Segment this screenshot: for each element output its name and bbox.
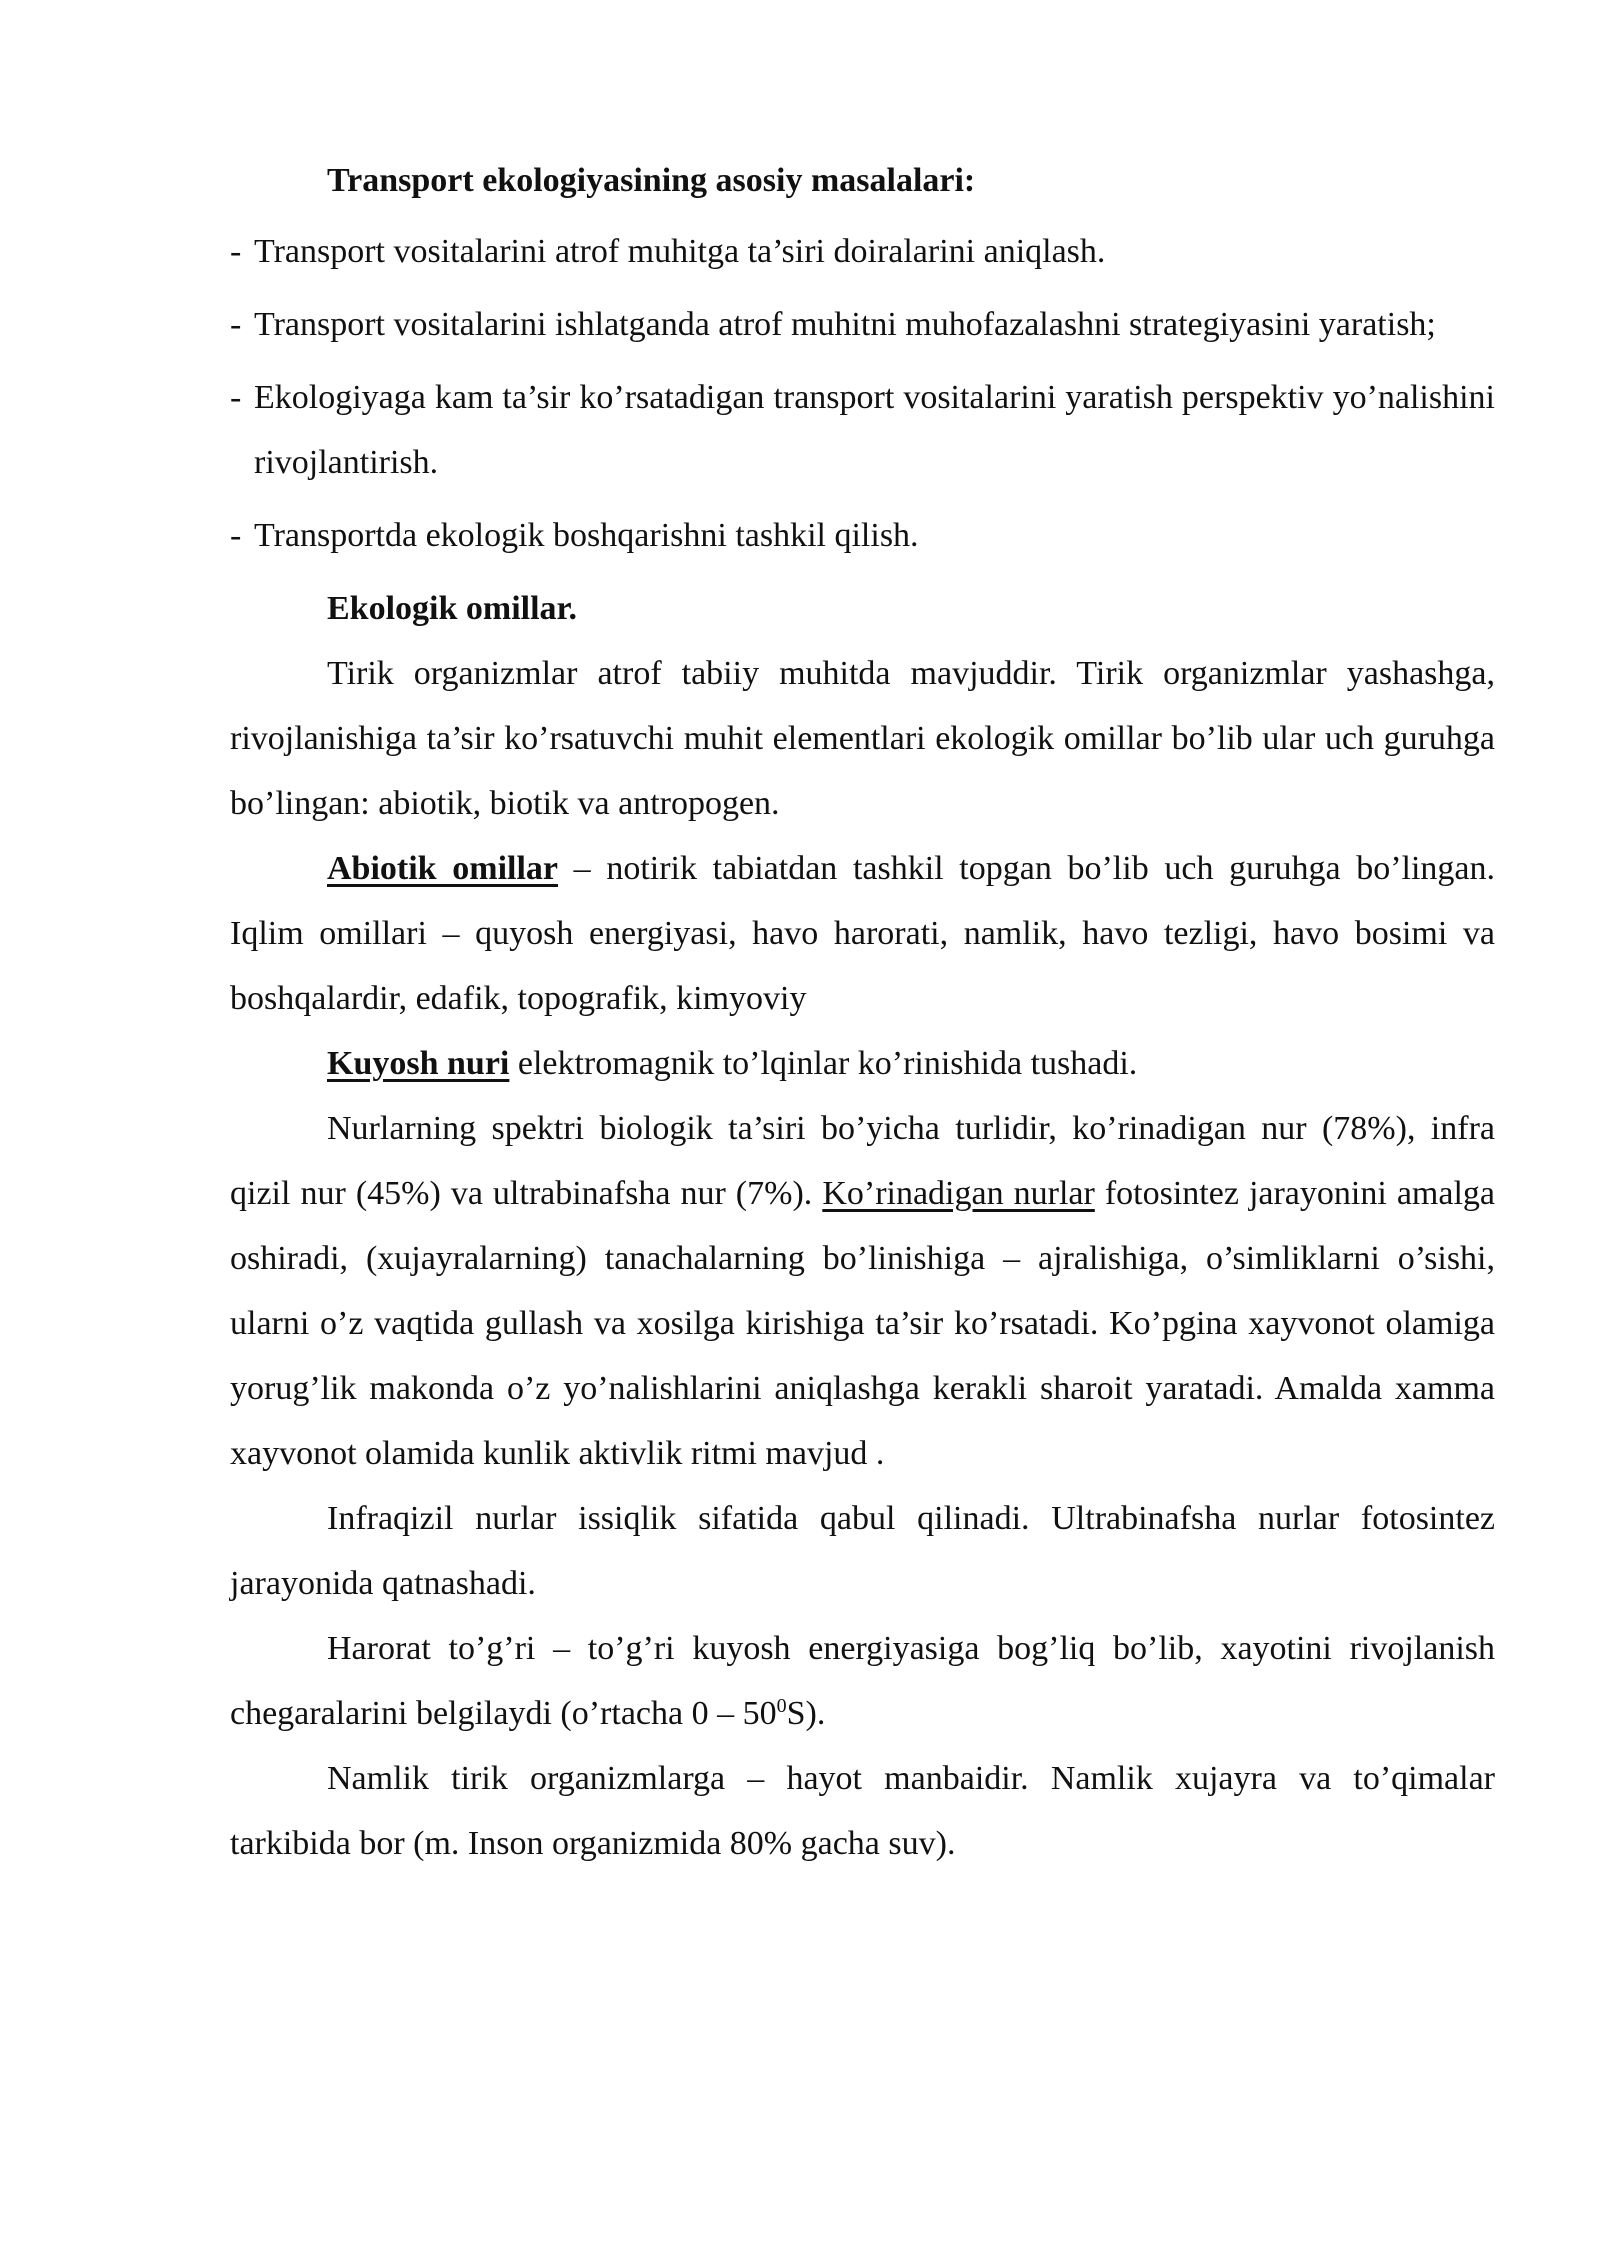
dash-bullet: - — [230, 379, 242, 416]
list-item-text: Ekologiyaga kam ta’sir ko’rsatadigan transport vositalarini yaratish perspektiv yo’nalishini rivojlantirish. — [254, 379, 1495, 481]
abiotic-text: – notirik tabiatdan tashkil topgan bo’lib uch guruhga bo’lingan. Iqlim omillari – quyosh energiyasi, havo harorati, namlik, havo tezligi, havo bosimi va boshqalardir, edafik, topografik, kimyoviy — [230, 850, 1496, 1017]
term-visible-light: Ko’rinadigan nurlar — [822, 1175, 1095, 1212]
dash-bullet: - — [230, 306, 242, 343]
document-body — [230, 148, 1495, 1876]
section-heading-tasks: Transport ekologiyasining asosiy masalalari: — [327, 162, 976, 199]
temperature-text-before: Harorat to’g’ri – to’g’ri kuyosh energiyasiga bog’liq bo’lib, xayotini rivojlanish chegaralarini belgilaydi (o’rtacha 0 – 50 — [230, 1630, 1495, 1732]
list-item — [230, 292, 1495, 357]
temperature-text-after: S). — [786, 1695, 826, 1732]
section-heading-factors: Ekologik omillar. — [327, 590, 578, 627]
paragraph-spectrum — [230, 1096, 1495, 1486]
list-item — [230, 365, 1495, 495]
list-item-text: Transport vositalarini atrof muhitga ta’siri doiralarini aniqlash. — [254, 233, 1106, 270]
paragraph-humidity: Namlik tirik organizmlarga – hayot manbaidir. Namlik xujayra va to’qimalar tarkibida bor (m. Inson organizmida 80% gacha suv). — [230, 1760, 1495, 1862]
tasks-list — [230, 219, 1495, 568]
paragraph-intro: Tirik organizmlar atrof tabiiy muhitda mavjuddir. Tirik organizmlar yashashga, rivojlanishiga ta’sir ko’rsatuvchi muhit elementlari ekologik omillar bo’lib ular uch guruhga bo’lingan: abiotik, biotik va antropogen. — [230, 655, 1495, 822]
list-item — [230, 219, 1495, 284]
list-item-text: Transport vositalarini ishlatganda atrof muhitni muhofazalashni strategiyasini yaratish; — [254, 306, 1436, 343]
paragraph-temperature — [230, 1616, 1495, 1746]
term-abiotic: Abiotik omillar — [327, 850, 559, 887]
list-item — [230, 503, 1495, 568]
paragraph-sunlight — [230, 1031, 1495, 1096]
dash-bullet: - — [230, 233, 242, 270]
list-item-text: Transportda ekologik boshqarishni tashkil qilish. — [254, 517, 919, 554]
term-sunlight: Kuyosh nuri — [327, 1045, 510, 1082]
dash-bullet: - — [230, 517, 242, 554]
paragraph-abiotic — [230, 836, 1495, 1031]
paragraph-infrared: Infraqizil nurlar issiqlik sifatida qabul qilinadi. Ultrabinafsha nurlar fotosintez jarayonida qatnashadi. — [230, 1500, 1495, 1602]
spectrum-text-before: Nurlarning spektri biologik ta’siri bo’yicha turlidir, ko’rinadigan nur (78%), infra qizil nur (45%) va ultrabinafsha nur (7%). — [230, 1110, 1495, 1212]
temperature-superscript: 0 — [776, 1695, 787, 1717]
spectrum-text-after: fotosintez jarayonini amalga oshiradi, (xujayralarning) tanachalarning bo’linishiga – ajralishiga, o’simliklarni o’sishi, ularni o’z vaqtida gullash va xosilga kirishiga ta’sir ko’rsatadi. Ko’pgina xayvonot olamiga yorug’lik makonda o’z yo’nalishlarini aniqlashga kerakli sharoit yaratadi. Amalda xamma xayvonot olamida kunlik aktivlik ritmi mavjud . — [230, 1175, 1495, 1472]
sunlight-text: elektromagnik to’lqinlar ko’rinishida tushadi. — [509, 1045, 1138, 1082]
